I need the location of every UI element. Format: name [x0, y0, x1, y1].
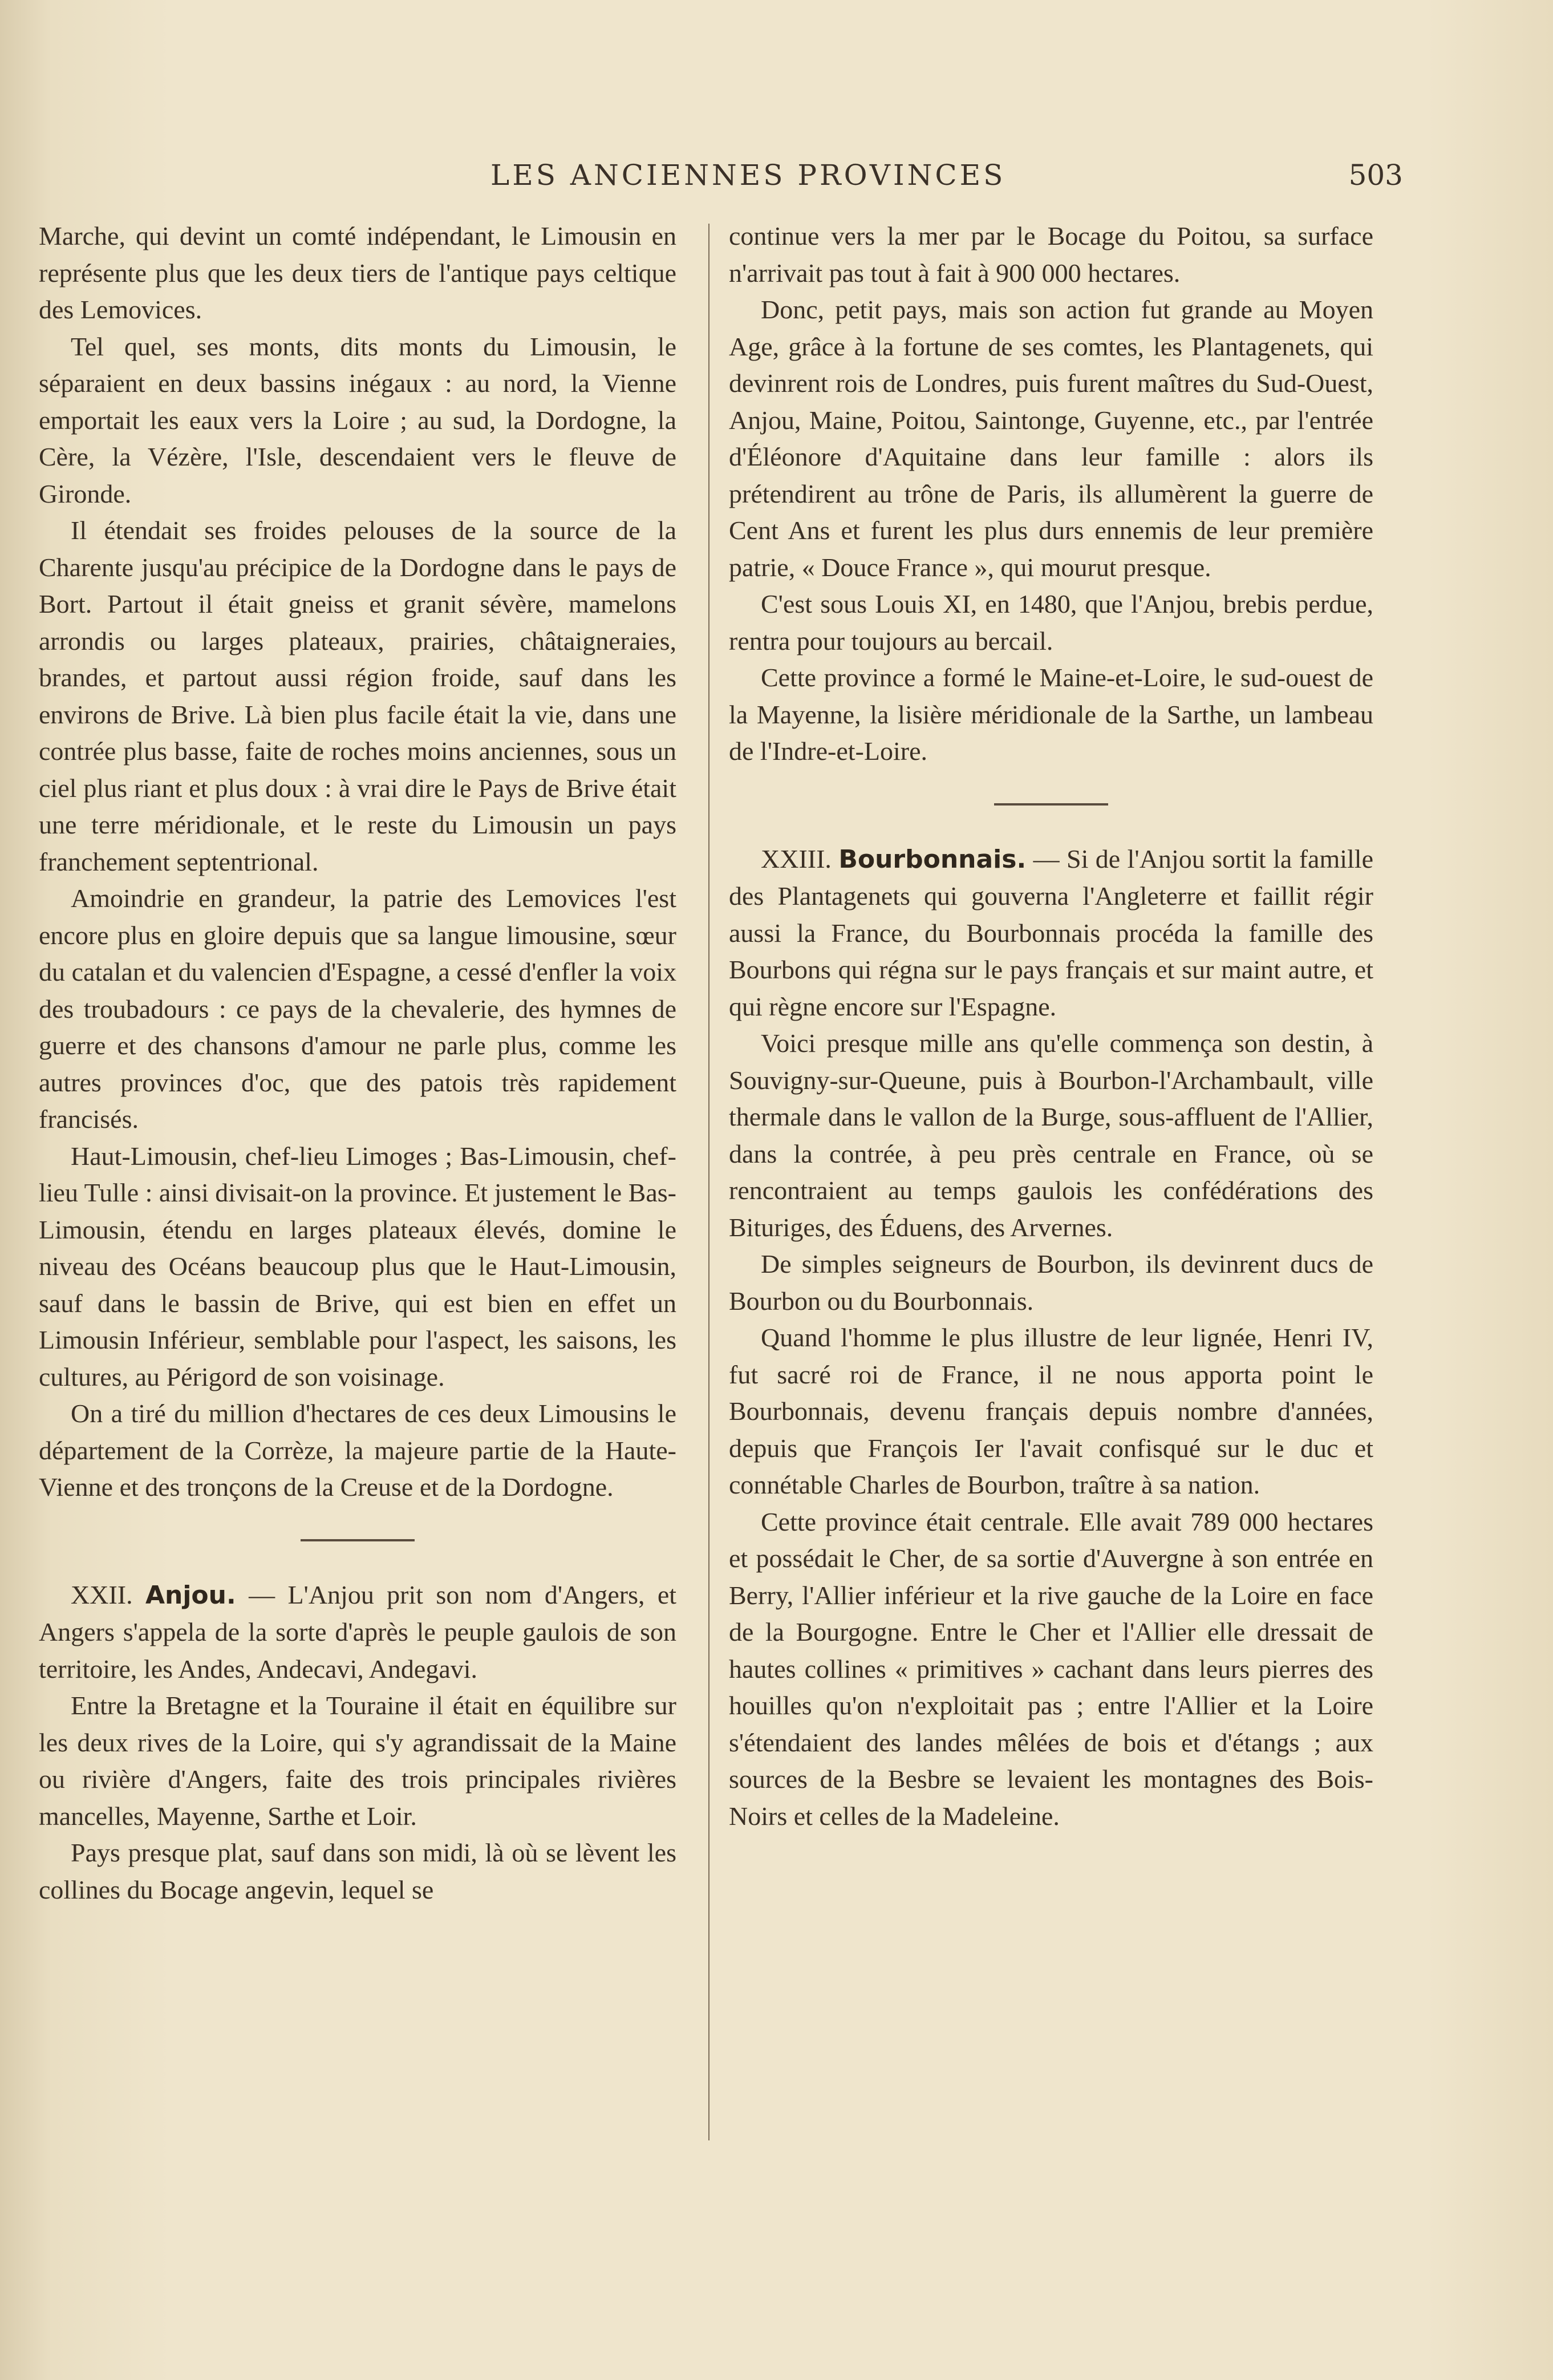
section-lead: L'Anjou prit son nom d'Angers, et Angers s'appela de la sorte d'après le peuple gaulois de son territoire, les Andes, Andecavi, Andegavi. [39, 1580, 677, 1683]
section-heading-bourbonnais [729, 841, 1373, 1026]
paragraph: Marche, qui devint un comté indépendant, le Limousin en représente plus que les deux tiers de l'antique pays celtique des Lemovices. [39, 221, 676, 324]
paragraph: Haut-Limousin, chef-lieu Limoges ; Bas-Limousin, chef-lieu Tulle : ainsi divisait-on la province. Et justement le Bas-Limousin, étendu en larges plateaux élevés, domine le niveau des Océans beaucoup plus que le Haut-Limousin, sauf dans le bassin de Brive, qui est bien en effet un Limousin Inférieur, semblable pour l'aspect, les saisons, les cultures, au Périgord de son voisinage. [39, 1141, 676, 1391]
section-lead: Si de l'Anjou sortit la famille des Plantagenets qui gouverna l'Angleterre et faillit régir aussi la France, du Bourbonnais procéda la famille des Bourbons qui régna sur le pays français et sur maint autre, et qui règne encore sur l'Espagne. [729, 844, 1373, 1021]
paragraph: De simples seigneurs de Bourbon, ils devinrent ducs de Bourbon ou du Bourbonnais. [729, 1249, 1373, 1316]
section-title: Anjou. [145, 1580, 236, 1610]
section-number: XXIII. [761, 844, 832, 873]
paragraph: continue vers la mer par le Bocage du Poitou, sa surface n'arrivait pas tout à fait à 900 000 hectares. [729, 221, 1373, 288]
section-title: Bourbonnais. [838, 844, 1027, 874]
section-dash: — [1033, 844, 1060, 873]
paragraph: Tel quel, ses monts, dits monts du Limousin, le séparaient en deux bassins inégaux : au nord, la Vienne emportait les eaux vers la Loire ; au sud, la Dordogne, la Cère, la Vézère, l'Isle, descendaient vers le fleuve de Gironde. [39, 331, 676, 508]
paragraph: Pays presque plat, sauf dans son midi, là où se lèvent les collines du Bocage angevin, lequel se [39, 1838, 676, 1904]
section-dash: — [249, 1580, 275, 1609]
section-number: XXII. [71, 1580, 133, 1609]
paragraph: Donc, petit pays, mais son action fut grande au Moyen Age, grâce à la fortune de ses comtes, les Plantagenets, qui devinrent rois de Londres, puis furent maîtres du Sud-Ouest, Anjou, Maine, Poitou, Saintonge, Guyenne, etc., par l'entrée d'Éléonore d'Aquitaine dans leur famille : alors ils prétendirent au trône de Paris, ils allumèrent la guerre de Cent Ans et furent les plus durs ennemis de leur première patrie, « Douce France », qui mourut presque. [729, 295, 1373, 582]
paragraph: C'est sous Louis XI, en 1480, que l'Anjou, brebis perdue, rentra pour toujours au bercail. [729, 589, 1373, 655]
paragraph: Entre la Bretagne et la Touraine il était en équilibre sur les deux rives de la Loire, qui s'y agrandissait de la Maine ou rivière d'Angers, faite des trois principales rivières mancelles, Mayenne, Sarthe et Loir. [39, 1691, 676, 1831]
paragraph: On a tiré du million d'hectares de ces deux Limousins le département de la Corrèze, la majeure partie de la Haute-Vienne et des tronçons de la Creuse et de la Dordogne. [39, 1399, 676, 1501]
left-column [39, 218, 676, 1908]
running-title: LES ANCIENNES PROVINCES [490, 159, 1006, 192]
column-divider [708, 224, 709, 2140]
section-separator [994, 803, 1108, 806]
section-separator [301, 1539, 415, 1541]
paragraph: Cette province était centrale. Elle avait 789 000 hectares et possédait le Cher, de sa sortie d'Auvergne à son entrée en Berry, l'Allier inférieur et la rive gauche de la Loire en face de la Bourgogne. Entre le Cher et l'Allier elle dressait de hautes collines « primitives » cachant dans leurs pierres des houilles qu'on n'exploitait pas ; entre l'Allier et la Loire s'étendaient des landes mêlées de bois et d'étangs ; aux sources de la Besbre se levaient les montagnes des Bois-Noirs et celles de la Madeleine. [729, 1507, 1373, 1831]
section-heading-anjou [39, 1577, 676, 1688]
page-number: 503 [1348, 159, 1403, 192]
paragraph: Il étendait ses froides pelouses de la source de la Charente jusqu'au précipice de la Dordogne dans le pays de Bort. Partout il était gneiss et granit sévère, mamelons arrondis ou larges plateaux, prairies, châtaigneraies, brandes, et partout aussi région froide, sauf dans les environs de Brive. Là bien plus facile était la vie, dans une contrée plus basse, faite de roches moins anciennes, sous un ciel plus riant et plus doux : à vrai dire le Pays de Brive était une terre méridionale, et le reste du Limousin un pays franchement septentrional. [39, 516, 676, 876]
paragraph: Quand l'homme le plus illustre de leur lignée, Henri IV, fut sacré roi de France, il ne nous apporta point le Bourbonnais, devenu français depuis nombre d'années, depuis que François Ier l'avait confisqué sur le duc et connétable Charles de Bourbon, traître à sa nation. [729, 1323, 1373, 1499]
paragraph: Voici presque mille ans qu'elle commença son destin, à Souvigny-sur-Queune, puis à Bourbon-l'Archambault, ville thermale dans le vallon de la Burge, sous-affluent de l'Allier, dans la contrée, à peu près centrale en France, où se rencontraient au temps gaulois les confédérations des Bituriges, des Éduens, des Arvernes. [729, 1029, 1373, 1242]
paragraph: Amoindrie en grandeur, la patrie des Lemovices l'est encore plus en gloire depuis que sa langue limousine, sœur du catalan et du valencien d'Espagne, a cessé d'enfler la voix des troubadours : ce pays de la chevalerie, des hymnes de guerre et des chansons d'amour ne parle plus, comme les autres provinces d'oc, que des patois très rapidement francisés. [39, 884, 676, 1134]
right-column [729, 218, 1373, 1835]
running-head [34, 159, 1403, 199]
paragraph: Cette province a formé le Maine-et-Loire, le sud-ouest de la Mayenne, la lisière méridionale de la Sarthe, un lambeau de l'Indre-et-Loire. [729, 663, 1373, 766]
